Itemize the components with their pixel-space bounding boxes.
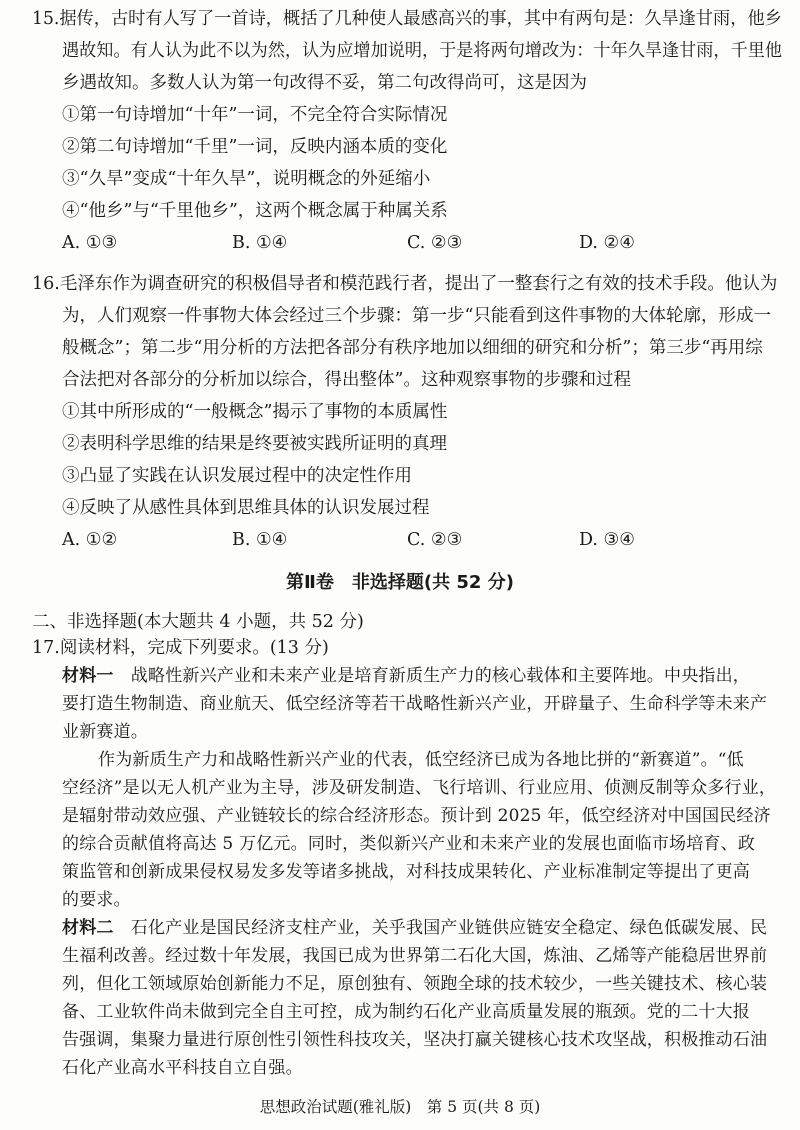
q15-option-a: A. ①③ [62,233,118,253]
q17-material-1-line-6: 是辐射带动效应强、产业链较长的综合经济形态。预计到 2025 年，低空经济对中国国民经济 [62,806,771,826]
q16-stem-line-3: 般概念”；第二步“用分析的方法把各部分有秩序地加以细细的研究和分析”；第三步“再用综 [62,338,763,358]
q15-option-b: B. ①④ [232,233,288,253]
page-footer: 思想政治试题(雅礼版) 第 5 页(共 8 页) [259,1098,541,1116]
section-title: 第Ⅱ卷 非选择题(共 52 分) [286,572,514,593]
q16-item-3: ③凸显了实践在认识发展过程中的决定性作用 [62,466,412,486]
q16-item-1: ①其中所形成的“一般概念”揭示了事物的本质属性 [62,402,448,422]
material-1-label: 材料一 [62,666,114,686]
material-2-label: 材料二 [62,918,114,938]
q15-stem-line-3: 乡遇故知。多数人认为第一句改得不妥，第二句改得尚可，这是因为 [62,73,587,93]
q17-material-1-line-5: 空经济”是以无人机产业为主导，涉及研发制造、飞行培训、行业应用、侦测反制等众多行业， [62,778,777,798]
q17-material-1-line-2: 要打造生物制造、商业航天、低空经济等若干战略性新兴产业，开辟量子、生命科学等未来产 [62,694,768,714]
q17-material-1-line-7: 的综合贡献值将高达 5 万亿元。同时，类似新兴产业和未来产业的发展也面临市场培育、政 [62,834,756,854]
q16-stem-line-4: 合法把对各部分的分析加以综合，得出整体”。这种观察事物的步骤和过程 [62,370,631,390]
q17-material-1-line-8: 策监管和创新成果侵权易发多发等诸多挑战，对科技成果转化、产业标准制定等提出了更高 [62,862,750,882]
q17-material-2-line-6: 石化产业高水平科技自立自强。 [62,1058,303,1078]
q15-item-3: ③“久旱”变成“十年久旱”，说明概念的外延缩小 [62,169,431,189]
q17-material-2-line-2: 生福利改善。经过数十年发展，我国已成为世界第二石化大国，炼油、乙烯等产能稳居世界前 [62,946,768,966]
part-heading: 二、非选择题(本大题共 4 小题，共 52 分) [32,612,364,632]
q15-stem-line-2: 遇故知。有人认为此不以为然，认为应增加说明，于是将两句增改为：十年久旱逢甘雨，千里他 [62,41,783,61]
q17-material-1-line-1 [62,665,750,687]
material-1-text: 战略性新兴产业和未来产业是培育新质生产力的核心载体和主要阵地。中央指出， [113,666,751,686]
q16-option-a: A. ①② [62,530,118,550]
q17-material-2-line-3: 列，但化工领域原始创新能力不足，原创独有、领跑全球的技术较少，一些关键技术、核心装 [62,974,768,994]
q17-material-2-line-1 [62,917,767,939]
q16-item-2: ②表明科学思维的结果是终要被实践所证明的真理 [62,434,447,454]
q15-option-d: D. ②④ [579,233,635,253]
q16-option-b: B. ①④ [232,530,288,550]
q16-item-4: ④反映了从感性具体到思维具体的认识发展过程 [62,498,430,518]
q15-option-c: C. ②③ [407,233,463,253]
q16-option-d: D. ③④ [579,530,635,550]
q15-options [62,232,762,254]
q17-stem: 17.阅读材料，完成下列要求。(13 分) [32,638,329,658]
material-2-text: 石化产业是国民经济支柱产业，关乎我国产业链供应链安全稳定、绿色低碳发展、民 [113,918,768,938]
q16-options [62,529,762,551]
q17-material-2-line-4: 备、工业软件尚未做到完全自主可控，成为制约石化产业高质量发展的瓶颈。党的二十大报 [62,1002,750,1022]
q16-option-c: C. ②③ [407,530,463,550]
q17-material-1-line-4: 作为新质生产力和战略性新兴产业的代表，低空经济已成为各地比拼的“新赛道”。“低 [98,750,744,770]
q16-stem-line-2: 为，人们观察一件事物大体会经过三个步骤：第一步“只能看到这件事物的大体轮廓，形成一 [62,306,771,326]
q17-material-1-line-3: 业新赛道。 [62,722,148,742]
q15-stem-line-1: 15.据传，古时有人写了一首诗，概括了几种使人最感高兴的事，其中有两句是：久旱逢甘雨，他乡 [32,9,782,29]
q15-item-1: ①第一句诗增加“十年”一词，不完全符合实际情况 [62,105,448,125]
q15-item-4: ④“他乡”与“千里他乡”，这两个概念属于种属关系 [62,201,448,221]
q16-stem-line-1: 16.毛泽东作为调查研究的积极倡导者和模范践行者，提出了一整套行之有效的技术手段。他认为 [32,274,778,294]
q15-item-2: ②第二句诗增加“千里”一词，反映内涵本质的变化 [62,137,448,157]
q17-material-2-line-5: 告强调，集聚力量进行原创性引领性科技攻关，坚决打赢关键核心技术攻坚战，积极推动石油 [62,1030,768,1050]
q17-material-1-line-9: 的要求。 [62,890,131,910]
